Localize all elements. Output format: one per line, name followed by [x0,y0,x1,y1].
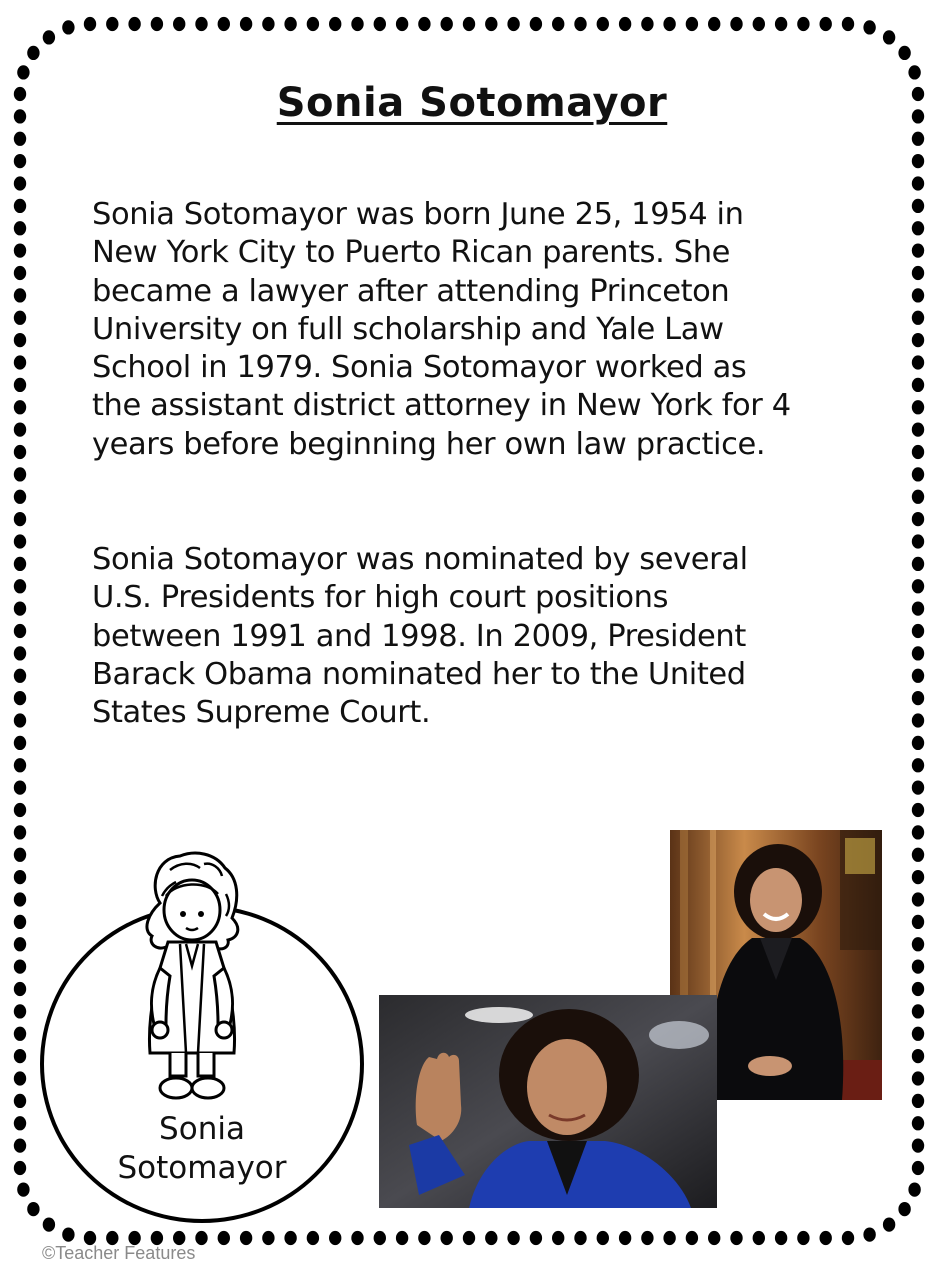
border-dot [912,624,924,638]
border-dot [463,17,475,31]
border-dot [463,1231,475,1245]
border-dot [14,870,26,884]
border-dot [708,17,720,31]
border-dot [14,758,26,772]
border-dot [530,17,542,31]
border-dot [912,758,924,772]
border-dot [912,1116,924,1130]
border-dot [43,1217,55,1231]
border-dot [17,65,29,79]
border-dot [912,333,924,347]
border-dot [14,1004,26,1018]
border-dot [14,736,26,750]
border-dot [14,1138,26,1152]
border-dot [14,937,26,951]
border-dot [797,17,809,31]
border-dot [14,1094,26,1108]
border-dot [329,17,341,31]
border-dot [912,579,924,593]
clipart-label-last: Sotomayor [117,1150,287,1186]
border-dot [14,490,26,504]
border-dot [863,1227,875,1241]
border-dot [14,959,26,973]
border-dot [663,1231,675,1245]
border-dot [240,17,252,31]
border-dot [912,1071,924,1085]
border-dot [240,1231,252,1245]
border-dot [84,17,96,31]
border-dot [195,17,207,31]
border-dot [912,557,924,571]
border-dot [912,422,924,436]
border-dot [863,20,875,34]
clipart-label-first: Sonia [159,1111,245,1147]
border-dot [14,199,26,213]
border-dot [912,669,924,683]
border-dot [507,1231,519,1245]
judge-clipart-icon [120,848,260,1113]
oath-photo-image [379,995,717,1208]
border-dot [912,915,924,929]
border-dot [912,154,924,168]
border-dot [218,1231,230,1245]
border-dot [418,1231,430,1245]
border-dot [374,1231,386,1245]
border-dot [912,243,924,257]
border-dot [912,199,924,213]
border-dot [552,1231,564,1245]
border-dot [14,311,26,325]
border-dot [883,1217,895,1231]
border-dot [820,1231,832,1245]
border-dot [128,17,140,31]
border-dot [14,288,26,302]
border-dot [912,982,924,996]
border-dot [14,624,26,638]
border-dot [708,1231,720,1245]
border-dot [912,355,924,369]
border-dot [912,1049,924,1063]
border-dot [307,17,319,31]
title-text: Sonia Sotomayor [276,80,668,126]
border-dot [14,915,26,929]
border-dot [43,30,55,44]
border-dot [730,17,742,31]
border-dot [14,669,26,683]
border-dot [912,378,924,392]
border-dot [14,355,26,369]
border-dot [62,1227,74,1241]
border-dot [641,17,653,31]
border-dot [14,780,26,794]
border-dot [485,17,497,31]
border-dot [14,579,26,593]
border-dot [530,1231,542,1245]
border-dot [912,1004,924,1018]
border-dot [14,557,26,571]
border-dot [14,333,26,347]
clipart-label [40,1110,364,1188]
border-dot [14,221,26,235]
border-dot [753,17,765,31]
border-dot [14,1049,26,1063]
border-dot [14,378,26,392]
border-dot [552,17,564,31]
border-dot [912,870,924,884]
border-dot [14,601,26,615]
border-dot [14,1027,26,1041]
copyright-credit: ©Teacher Features [42,1243,196,1263]
border-dot [262,1231,274,1245]
border-dot [641,1231,653,1245]
border-dot [912,132,924,146]
border-dot [912,959,924,973]
border-dot [14,243,26,257]
border-dot [14,848,26,862]
border-dot [912,288,924,302]
border-dot [908,1182,920,1196]
border-dot [14,512,26,526]
border-dot [195,1231,207,1245]
border-dot [14,400,26,414]
border-dot [574,17,586,31]
border-dot [686,1231,698,1245]
border-dot [912,400,924,414]
border-dot [908,65,920,79]
border-dot [14,422,26,436]
border-dot [173,17,185,31]
border-dot [151,17,163,31]
border-dot [842,1231,854,1245]
border-dot [912,445,924,459]
border-dot [262,17,274,31]
border-dot [912,601,924,615]
border-dot [284,17,296,31]
border-dot [14,176,26,190]
border-dot [912,691,924,705]
border-dot [27,46,39,60]
border-dot [62,20,74,34]
border-dot [14,982,26,996]
border-dot [14,892,26,906]
border-dot [441,17,453,31]
border-dot [14,713,26,727]
border-dot [14,534,26,548]
border-dot [912,1138,924,1152]
border-dot [912,176,924,190]
border-dot [753,1231,765,1245]
border-dot [912,736,924,750]
border-dot [418,17,430,31]
border-dot [351,1231,363,1245]
biography-paragraph-2: Sonia Sotomayor was nominated by several U.S. Presidents for high court positions between 1991 and 1998. In 2009, President Barack Obama nominated her to the United States Supreme Court. [92,542,748,731]
border-dot [730,1231,742,1245]
border-dot [441,1231,453,1245]
border-dot [27,1202,39,1216]
border-dot [14,825,26,839]
border-dot [912,780,924,794]
border-dot [396,17,408,31]
photo-swearing-in [379,995,717,1208]
border-dot [912,848,924,862]
border-dot [842,17,854,31]
border-dot [17,1182,29,1196]
border-dot [14,803,26,817]
border-dot [686,17,698,31]
border-dot [883,30,895,44]
border-dot [507,17,519,31]
border-dot [14,154,26,168]
border-dot [912,646,924,660]
border-dot [619,1231,631,1245]
border-dot [775,1231,787,1245]
border-dot [912,512,924,526]
border-dot [14,445,26,459]
border-dot [912,221,924,235]
border-dot [619,17,631,31]
border-dot [912,311,924,325]
border-dot [307,1231,319,1245]
border-dot [14,1071,26,1085]
border-dot [14,1161,26,1175]
border-dot [14,266,26,280]
border-dot [912,713,924,727]
border-dot [14,646,26,660]
border-dot [14,691,26,705]
border-dot [218,17,230,31]
page-title [0,80,944,126]
border-dot [14,132,26,146]
border-dot [912,266,924,280]
border-dot [912,534,924,548]
border-dot [14,1116,26,1130]
border-dot [597,1231,609,1245]
border-dot [912,937,924,951]
border-dot [485,1231,497,1245]
border-dot [912,1161,924,1175]
border-dot [912,892,924,906]
border-dot [329,1231,341,1245]
border-dot [797,1231,809,1245]
border-dot [912,1094,924,1108]
border-dot [597,17,609,31]
border-dot [912,467,924,481]
border-dot [351,17,363,31]
border-dot [663,17,675,31]
border-dot [820,17,832,31]
border-dot [574,1231,586,1245]
border-dot [912,1027,924,1041]
border-dot [396,1231,408,1245]
border-dot [912,803,924,817]
border-dot [898,46,910,60]
border-dot [912,490,924,504]
border-dot [775,17,787,31]
border-dot [898,1202,910,1216]
border-dot [912,825,924,839]
biography-paragraph-1: Sonia Sotomayor was born June 25, 1954 in New York City to Puerto Rican parents. She became a lawyer after attending Princeton University on full scholarship and Yale Law School in 1979. Sonia Sotomayor worked as the assistant district attorney in New York for 4 years before beginning her own law practice. [92,197,791,462]
border-dot [374,17,386,31]
border-dot [284,1231,296,1245]
border-dot [106,17,118,31]
border-dot [14,467,26,481]
